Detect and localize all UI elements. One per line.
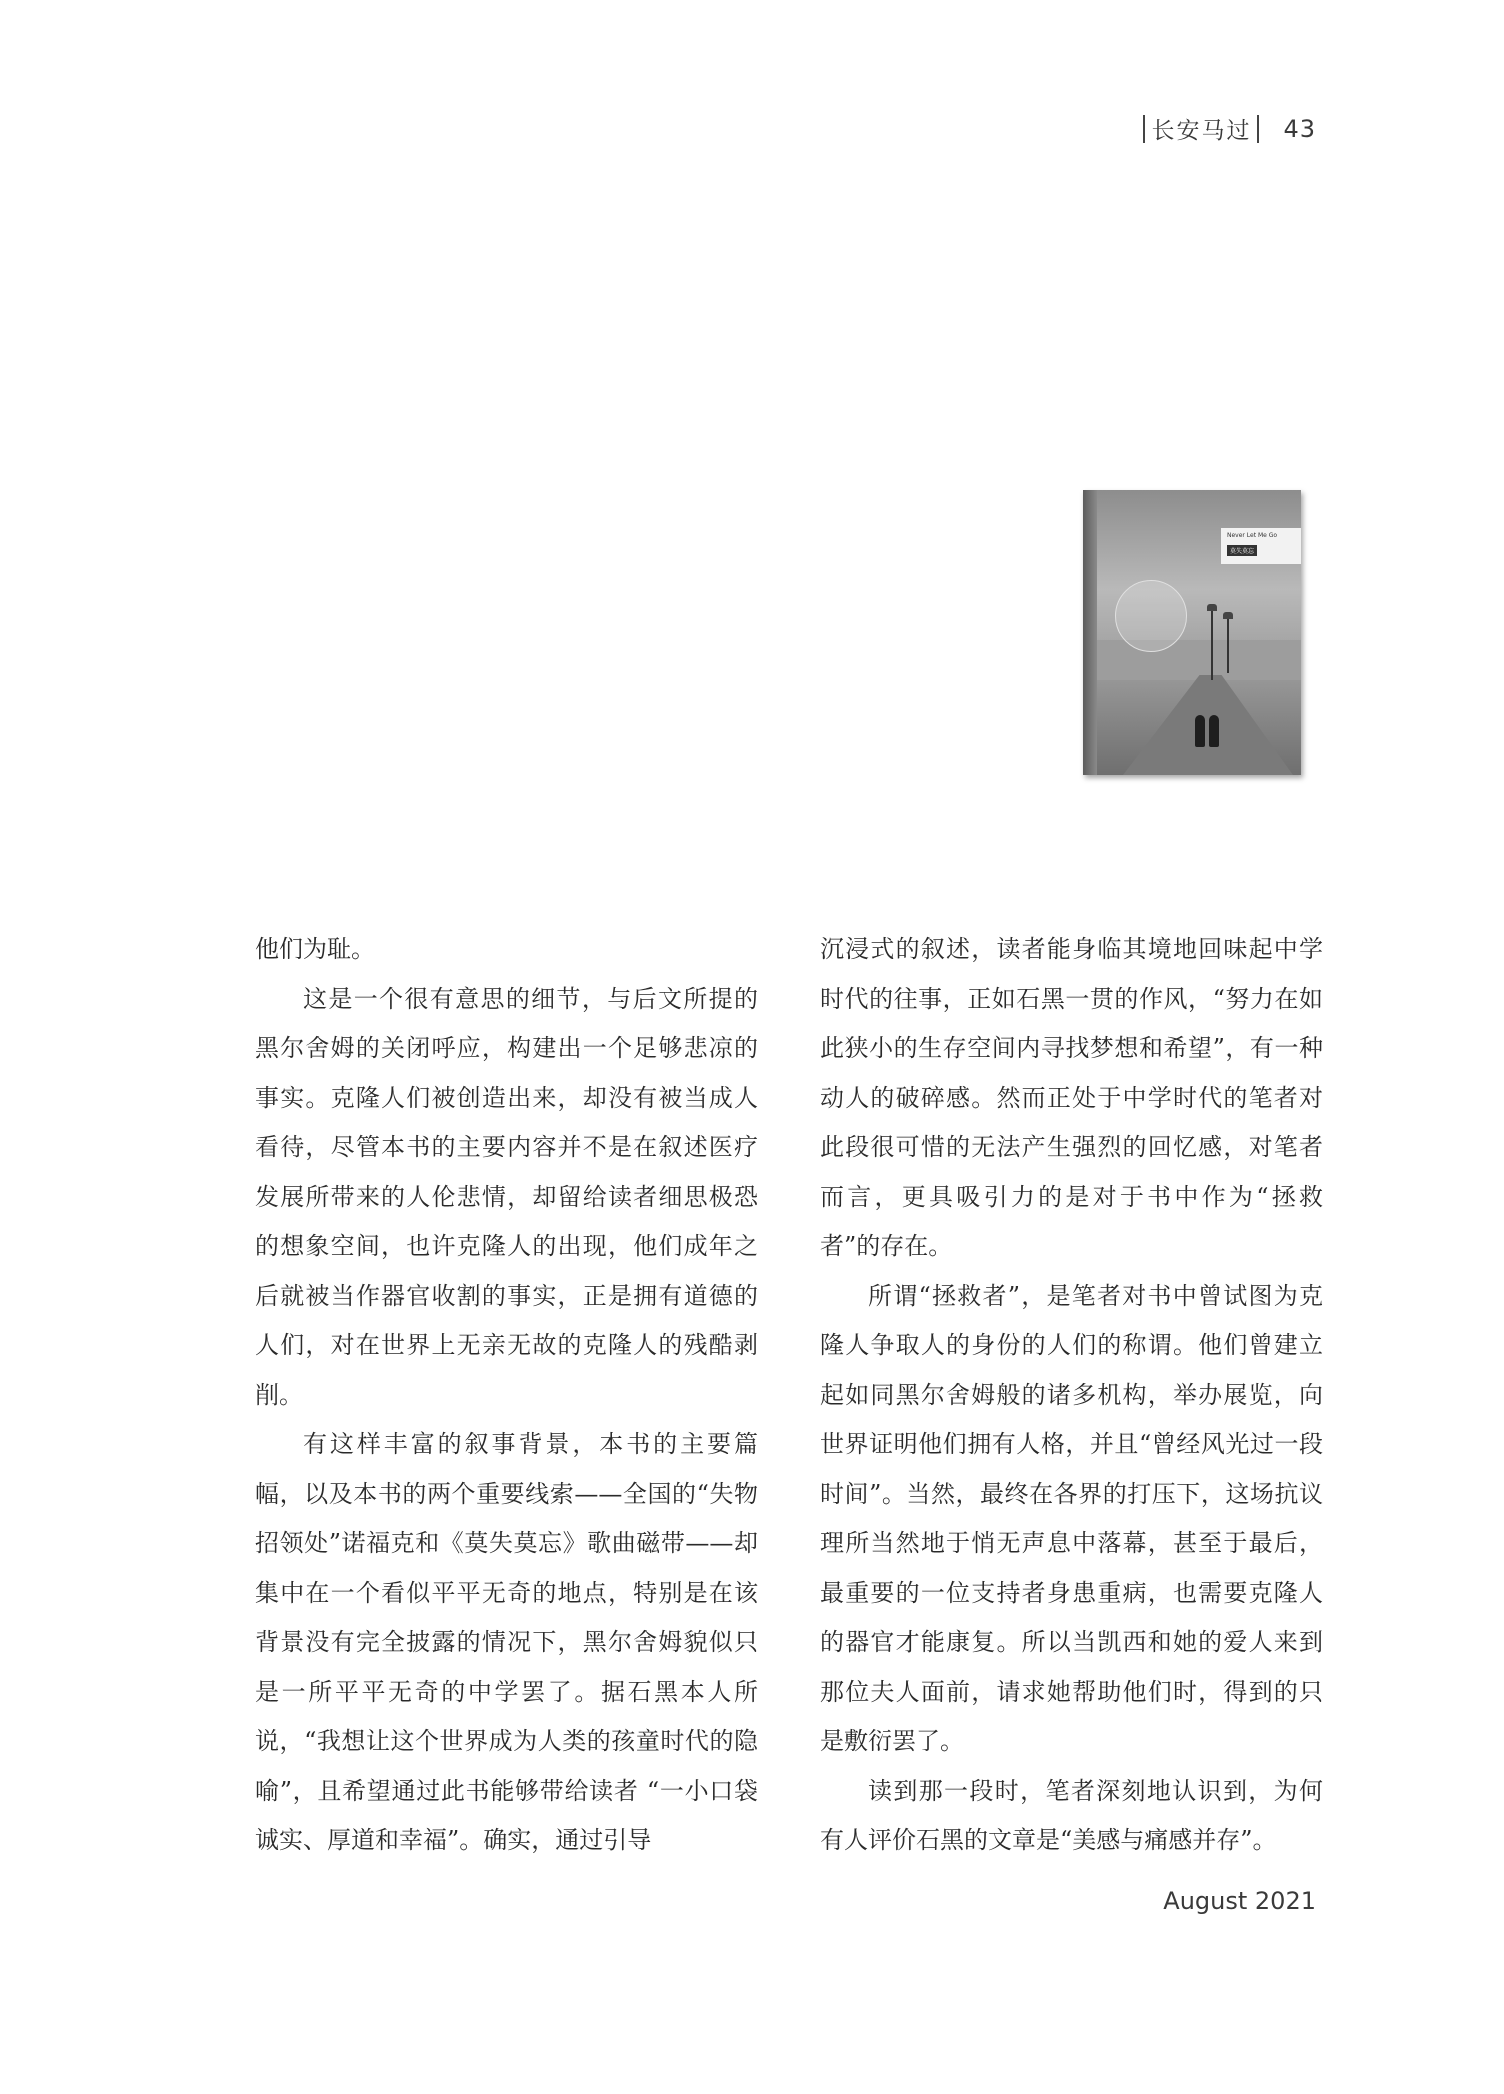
paragraph: 读到那一段时，笔者深刻地认识到，为何有人评价石黑的文章是“美感与痛感并存”。 <box>820 1776 1323 1854</box>
paragraph: 这是一个很有意思的细节，与后文所提的黑尔舍姆的关闭呼应，构建出一个足够悲凉的事实。克隆人们被创造出来，却没有被当成人看待，尽管本书的主要内容并不是在叙述医疗发展所带来的人伦悲情，却留给读者细思极恐的想象空间，也许克隆人的出现，他们成年之后就被当作器官收割的事实，正是拥有道德的人们，对在世界上无亲无故的克隆人的残酷剥削。 <box>255 984 758 1409</box>
cover-chinese-title: 莫失莫忘 <box>1227 545 1257 556</box>
cover-lamp-post <box>1211 610 1213 680</box>
paragraph: 沉浸式的叙述，读者能身临其境地回味起中学时代的往事，正如石黑一贯的作风，“努力在如此狭小的生存空间内寻找梦想和希望”，有一种动人的破碎感。然而正处于中学时代的笔者对此段很可惜的无法产生强烈的回忆感，对笔者而言，更具吸引力的是对于书中作为“拯救者”的存在。 <box>820 935 1323 1260</box>
cover-figure <box>1209 715 1219 747</box>
running-header <box>1143 112 1316 145</box>
cover-figure <box>1195 715 1205 747</box>
cover-lamp-post <box>1227 618 1229 673</box>
cover-pier <box>1123 675 1293 775</box>
paragraph: 他们为耻。 <box>255 935 375 963</box>
cover-circle-emblem <box>1115 580 1187 652</box>
right-text-column <box>820 925 1323 1866</box>
section-title: 长安马过 <box>1151 118 1252 144</box>
header-divider-right <box>1257 115 1259 143</box>
cover-title-label <box>1221 528 1301 564</box>
book-cover-image <box>1083 490 1301 775</box>
header-divider-left <box>1143 115 1145 143</box>
page-number: 43 <box>1283 114 1316 143</box>
cover-english-title: Never Let Me Go <box>1227 532 1278 539</box>
book-spine <box>1083 490 1097 775</box>
cover-sea <box>1097 640 1301 680</box>
left-text-column <box>255 925 758 1866</box>
issue-date: August 2021 <box>1163 1887 1316 1915</box>
paragraph: 有这样丰富的叙事背景，本书的主要篇幅，以及本书的两个重要线索——全国的“失物招领处”诺福克和《莫失莫忘》歌曲磁带——却集中在一个看似平平无奇的地点，特别是在该背景没有完全披露的情况下，黑尔舍姆貌似只是一所平平无奇的中学罢了。据石黑本人所说，“我想让这个世界成为人类的孩童时代的隐喻”，且希望通过此书能够带给读者 “一小口袋诚实、厚道和幸福”。确实，通过引导 <box>255 1430 758 1854</box>
paragraph: 所谓“拯救者”，是笔者对书中曾试图为克隆人争取人的身份的人们的称谓。他们曾建立起如同黑尔舍姆般的诸多机构，举办展览，向世界证明他们拥有人格，并且“曾经风光过一段时间”。当然，最终在各界的打压下，这场抗议理所当然地于悄无声息中落幕，甚至于最后，最重要的一位支持者身患重病，也需要克隆人的器官才能康复。所以当凯西和她的爱人来到那位夫人面前，请求她帮助他们时，得到的只是敷衍罢了。 <box>820 1281 1323 1755</box>
